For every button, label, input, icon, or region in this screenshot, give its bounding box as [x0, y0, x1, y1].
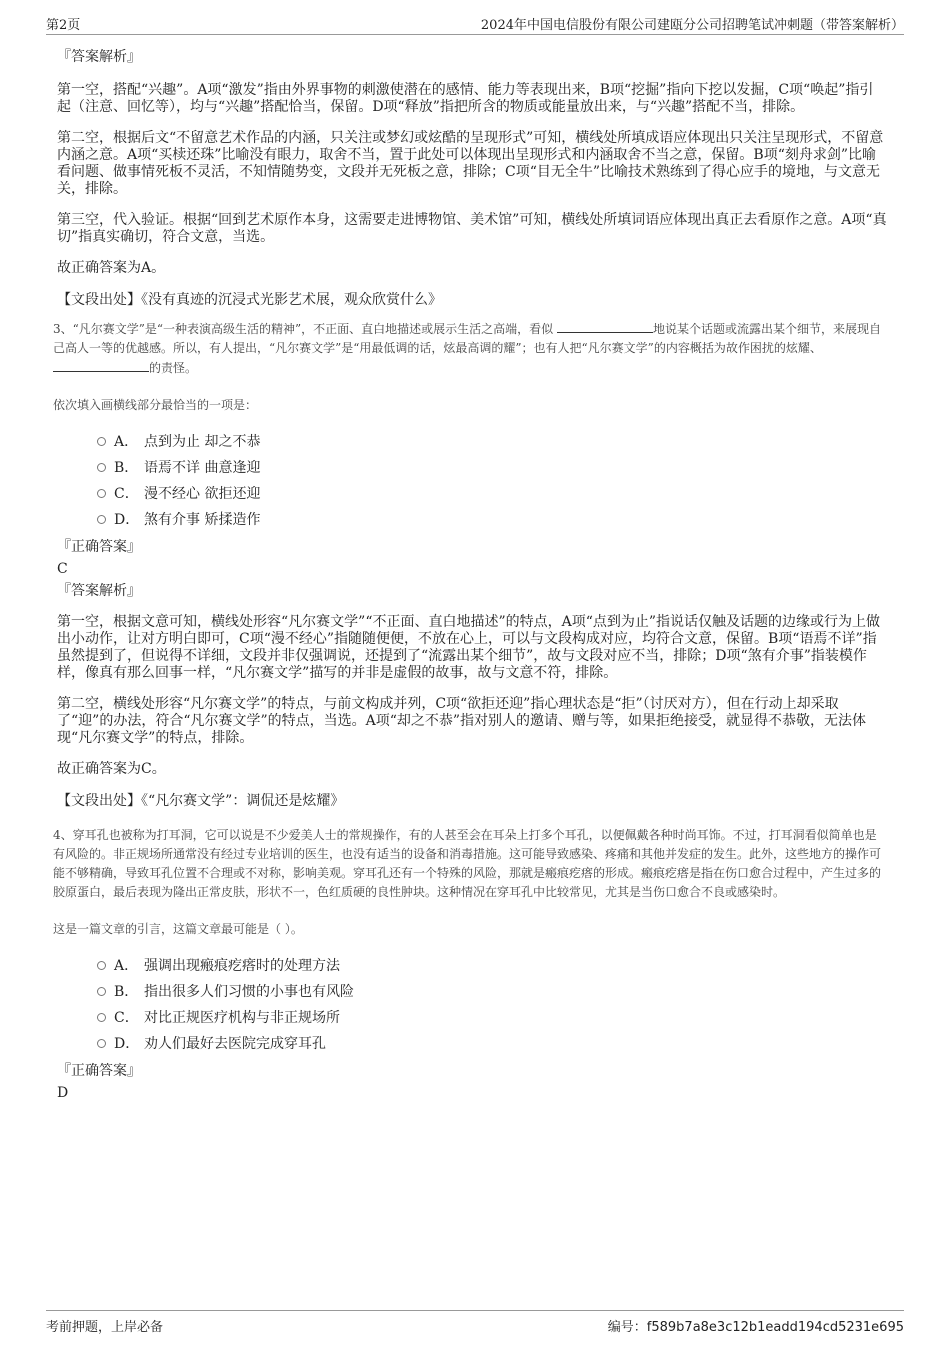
radio-icon[interactable] — [97, 489, 106, 498]
radio-icon[interactable] — [97, 1039, 106, 1048]
footer-slogan: 考前押题，上岸必备 — [46, 1320, 164, 1335]
q4-prompt: 这是一篇文章的引言，这篇文章最可能是（ ）。 — [53, 922, 303, 936]
q3-analysis-p2: 第二空，横线处形容“凡尔赛文学”的特点，与前文构成并列，C项“欲拒还迎”指心理状态是“拒”（讨厌对方），但在行动上却采取了“迎”的办法，符合“凡尔赛文学”的特点，当选。A项“却之不恭”指对别人的邀请、赠与等，如果拒绝接受，就显得不恭敬，无法体现“凡尔赛文学”的特点，排除。 — [57, 696, 867, 746]
page-header — [46, 12, 904, 35]
q4-options — [57, 952, 887, 1056]
q3-option-a[interactable]: A． 点到为止 却之不恭 — [97, 428, 887, 454]
q4-option-b[interactable]: B． 指出很多人们习惯的小事也有风险 — [97, 978, 887, 1004]
q2-analysis-p2: 第二空，根据后文“不留意艺术作品的内涵，只关注或梦幻或炫酷的呈现形式”可知，横线处所填成语应体现出只关注呈现形式，不留意内涵之意。A项“买椟还珠”比喻没有眼力，取舍不当，置于此处可以体现出呈现形式和内涵取舍不当之意，保留。B项“刻舟求剑”比喻看问题、做事情死板不灵活，不知情随势变，文段并无死板之意，排除；C项“目无全牛”比喻技术熟练到了得心应手的境地，与文意无关，排除。 — [57, 130, 884, 197]
page-footer — [46, 1310, 904, 1333]
q3-source: 【文段出处】《“凡尔赛文学”：调侃还是炫耀》 — [57, 793, 345, 809]
q3-analysis-p1: 第一空，根据文意可知，横线处形容“凡尔赛文学”“不正面、直白地描述”的特点，A项“点到为止”指说话仅触及话题的边缘或行为上做出小动作，让对方明白即可，C项“漫不经心”指随随便便，不放在心上，可以与文段构成对应，均符合文意，保留。B项“语焉不详”指虽然提到了，但说得不详细，文段并非仅强调说，还提到了“流露出某个细节”，故与文段对应不当，排除；D项“煞有介事”指装模作样，像真有那么回事一样，“凡尔赛文学”描写的并非是虚假的故事，故与文意不符，排除。 — [57, 614, 881, 681]
q2-analysis-p3: 第三空，代入验证。根据“回到艺术原作本身，这需要走进博物馆、美术馆”可知，横线处所填词语应体现出真正去看原作之意。A项“真切”指真实确切，符合文意，当选。 — [57, 212, 887, 245]
q3-option-c[interactable]: C． 漫不经心 欲拒还迎 — [97, 480, 887, 506]
q3-stem — [53, 319, 887, 378]
q3-option-b[interactable]: B． 语焉不详 曲意逢迎 — [97, 454, 887, 480]
q4-option-a[interactable]: A． 强调出现瘢痕疙瘩时的处理方法 — [97, 952, 887, 978]
q2-analysis-p1: 第一空，搭配“兴趣”。A项“激发”指由外界事物的刺激使潜在的感情、能力等表现出来，B项“挖掘”指向下挖以发掘，C项“唤起”指引起（注意、回忆等），均与“兴趣”搭配恰当，保留。D项“释放”指把所含的物质或能量放出来，与“兴趣”搭配不当，排除。 — [57, 82, 874, 115]
q3-blank-2 — [53, 358, 149, 372]
q3-conclusion: 故正确答案为C。 — [57, 761, 166, 777]
page-number: 第2页 — [46, 18, 81, 33]
q2-conclusion: 故正确答案为A。 — [57, 260, 166, 276]
q3-prompt: 依次填入画横线部分最恰当的一项是： — [53, 398, 258, 412]
q3-options — [57, 428, 887, 532]
q3-answer: C — [57, 561, 68, 577]
q4-stem: 4、穿耳孔也被称为打耳洞，它可以说是不少爱美人士的常规操作，有的人甚至会在耳朵上打多个耳孔，以便佩戴各种时尚耳饰。不过，打耳洞看似简单也是有风险的。非正规场所通常没有经过专业培训的医生，也没有适当的设备和消毒措施。这可能导致感染、疼痛和其他并发症的发生。此外，这些地方的操作可能不够精确，导致耳孔位置不合理或不对称，影响美观。穿耳孔还有一个特殊的风险，那就是瘢痕疙瘩的形成。瘢痕疙瘩是指在伤口愈合过程中，产生过多的胶原蛋白，最后表现为隆出正常皮肤，形状不一，色红质硬的良性肿块。这种情况在穿耳孔中比较常见，尤其是当伤口愈合不良或感染时。 — [53, 828, 882, 899]
q3-blank-1 — [557, 319, 653, 333]
q3-option-d[interactable]: D． 煞有介事 矫揉造作 — [97, 506, 887, 532]
radio-icon[interactable] — [97, 463, 106, 472]
q3-analysis-label: 『答案解析』 — [57, 583, 141, 599]
q3-stem-c: 的责怪。 — [149, 361, 198, 375]
footer-code-value: f589b7a8e3c12b1eadd194cd5231e695 — [646, 1320, 904, 1335]
footer-code-label: 编号： — [607, 1320, 647, 1335]
q2-analysis-label: 『答案解析』 — [57, 49, 141, 65]
q2-source: 【文段出处】《没有真迹的沉浸式光影艺术展，观众欣赏什么》 — [57, 292, 442, 308]
q4-answer: D — [57, 1085, 69, 1101]
q3-answer-label: 『正确答案』 — [57, 539, 141, 555]
radio-icon[interactable] — [97, 1013, 106, 1022]
footer-code — [608, 1316, 904, 1335]
q4-option-c[interactable]: C． 对比正规医疗机构与非正规场所 — [97, 1004, 887, 1030]
document-title: 2024年中国电信股份有限公司建瓯分公司招聘笔试冲刺题（带答案解析） — [480, 18, 904, 33]
radio-icon[interactable] — [97, 515, 106, 524]
q4-answer-label: 『正确答案』 — [57, 1063, 141, 1079]
radio-icon[interactable] — [97, 961, 106, 970]
q3-stem-a: 3、“凡尔赛文学”是“一种表演高级生活的精神”，不正面、直白地描述或展示生活之高端，看似 — [53, 322, 557, 336]
main-content — [53, 48, 887, 1106]
radio-icon[interactable] — [97, 437, 106, 446]
q3-stem-b: 地说某个话题或流露出某个细节，来展现自己高人一等的优越感。所以，有人提出，“凡尔赛文学”是“用最低调的话，炫最高调的耀”；也有人把“凡尔赛文学”的内容概括为故作困扰的炫耀、 — [53, 322, 882, 355]
radio-icon[interactable] — [97, 987, 106, 996]
q4-option-d[interactable]: D． 劝人们最好去医院完成穿耳孔 — [97, 1030, 887, 1056]
